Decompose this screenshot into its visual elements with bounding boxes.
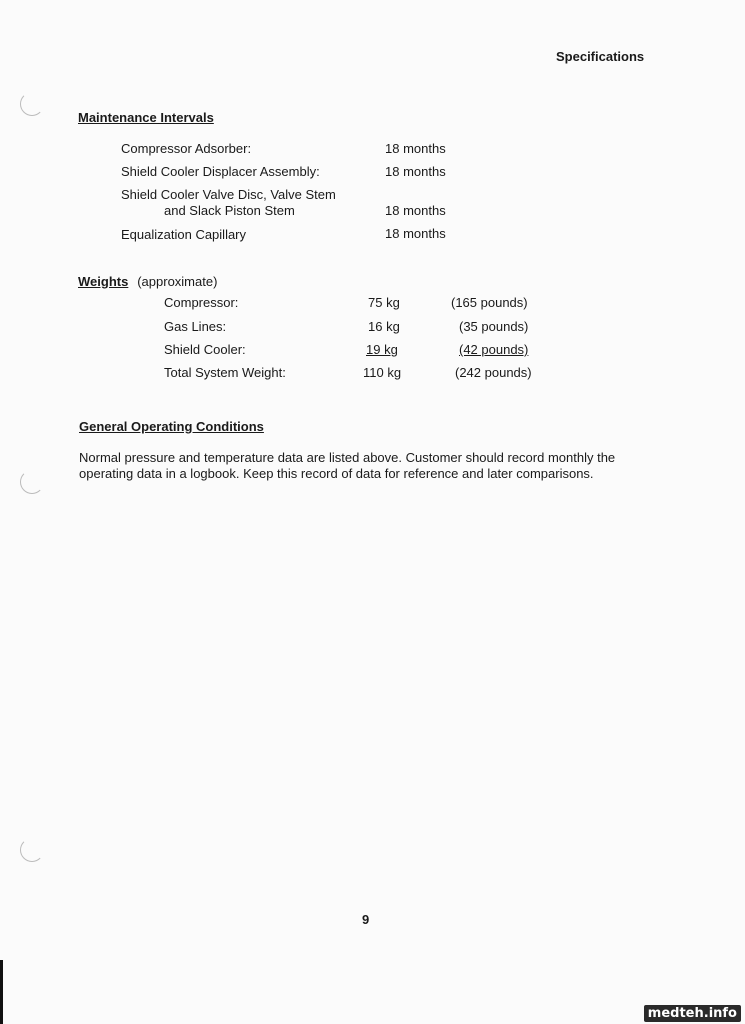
watermark-label: medteh.info: [644, 1005, 741, 1022]
weight-kg: 19 kg: [366, 342, 398, 357]
weight-pounds: (242 pounds): [455, 365, 532, 380]
punch-hole-mark: [20, 470, 44, 494]
weights-heading: Weights: [78, 274, 129, 289]
punch-hole-mark: [20, 92, 44, 116]
weight-kg: 75 kg: [368, 295, 400, 310]
maintenance-heading: Maintenance Intervals: [78, 110, 214, 125]
maintenance-label: Shield Cooler Valve Disc, Valve Stem: [121, 187, 336, 202]
weight-kg: 16 kg: [368, 319, 400, 334]
maintenance-value: 18 months: [385, 226, 446, 241]
weight-pounds: (165 pounds): [451, 295, 528, 310]
maintenance-label: Shield Cooler Displacer Assembly:: [121, 164, 320, 179]
weight-label: Total System Weight:: [164, 365, 286, 380]
maintenance-label-continued: and Slack Piston Stem: [164, 203, 295, 218]
scan-edge-bar: [0, 960, 3, 1024]
weight-label: Compressor:: [164, 295, 239, 310]
page-header-title: Specifications: [556, 49, 645, 64]
maintenance-value: 18 months: [385, 141, 446, 156]
weights-heading-row: [78, 273, 217, 291]
general-paragraph: Normal pressure and temperature data are listed above. Customer should record monthly the operating data in a logbook. Keep this record of data for reference and later comparisons.: [79, 450, 616, 481]
weight-label: Shield Cooler:: [164, 342, 246, 357]
maintenance-label: Compressor Adsorber:: [121, 141, 252, 156]
weight-pounds: (42 pounds): [459, 342, 529, 357]
weight-label: Gas Lines:: [164, 319, 227, 334]
maintenance-value: 18 months: [385, 164, 446, 179]
maintenance-value: 18 months: [385, 203, 446, 218]
maintenance-label: Equalization Capillary: [121, 227, 247, 242]
weight-pounds: (35 pounds): [459, 319, 529, 334]
general-heading: General Operating Conditions: [79, 419, 264, 434]
weights-note: (approximate): [137, 274, 218, 289]
page-number: 9: [362, 912, 370, 927]
weight-kg: 110 kg: [363, 365, 402, 380]
punch-hole-mark: [20, 838, 44, 862]
